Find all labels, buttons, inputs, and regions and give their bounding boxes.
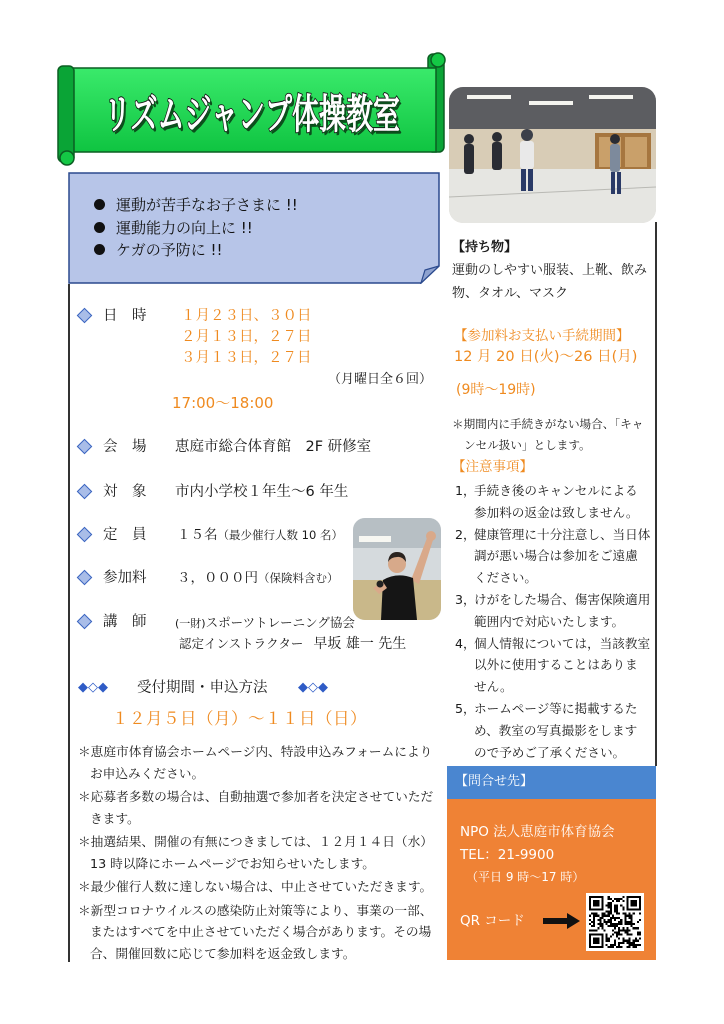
contact-tel: TEL：21-9900 xyxy=(460,847,555,863)
diamond-icon xyxy=(77,527,93,543)
note-line: きます。 xyxy=(90,810,140,826)
caution-line: め、教室の写真撮影をします xyxy=(474,722,638,738)
title-banner xyxy=(56,50,448,168)
capacity-note: （最少催行人数 10 名） xyxy=(217,528,343,542)
belongings-line: 物、タオル、マスク xyxy=(452,286,568,301)
caution-number: 4， xyxy=(455,635,476,651)
caution-line: せん。 xyxy=(474,679,513,695)
caution-line: 参加料の返金は致しません。 xyxy=(474,504,639,520)
payment-hours: (9時～19時) xyxy=(456,382,536,398)
belongings-header: 【持ち物】 xyxy=(452,240,518,255)
capacity-number: １５名 xyxy=(177,527,218,543)
instructor-org-prefix: (一財) xyxy=(175,617,206,630)
section-marks-left: ◆◇◆ xyxy=(78,680,108,695)
diamond-icon xyxy=(77,484,93,500)
caution-item xyxy=(455,589,655,633)
diamond-icon xyxy=(77,308,93,324)
target-label: 対 象 xyxy=(103,484,147,500)
page-title: リズムジャンプ体操教室 xyxy=(104,91,400,138)
caution-number: 3， xyxy=(455,591,476,607)
venue-label: 会 場 xyxy=(103,439,147,455)
note-line: またはすべてを中止させていただく場合があります。その場 xyxy=(90,924,432,939)
caution-line: 以外に使用することはありま xyxy=(474,657,638,673)
instructor-name: 早坂 雄一 先生 xyxy=(313,636,407,652)
session-time: 17:00～18:00 xyxy=(172,394,274,412)
payment-note-line: ンセル扱い」とします。 xyxy=(464,438,591,452)
right-arrow-icon xyxy=(543,913,581,929)
right-column-rule xyxy=(655,222,657,766)
payment-period: 12 月 20 日(火)～26 日(月) xyxy=(454,349,638,365)
instructor-title: 認定インストラクター xyxy=(179,636,304,651)
highlight-item: 運動能力の向上に !! xyxy=(116,219,253,237)
note-item xyxy=(78,741,440,784)
fee-value xyxy=(177,568,339,588)
application-period: １２月５日（月）～１１日（日） xyxy=(112,709,367,728)
note-line: ＊新型コロナウイルスの感染防止対策等により、事業の一部、 xyxy=(78,902,433,918)
note-line: ＊抽選結果、開催の有無につきましては、１２月１４日（水） xyxy=(78,834,433,849)
instructor-label: 講 師 xyxy=(103,614,147,630)
capacity-value xyxy=(177,525,343,545)
note-item xyxy=(78,876,440,898)
payment-header: 【参加料お支払い手続期間】 xyxy=(454,328,630,344)
instructor-photo xyxy=(353,518,441,620)
caution-item xyxy=(455,698,655,763)
session-date: １月２３日、３０日 xyxy=(181,308,312,324)
section-marks-right: ◆◇◆ xyxy=(298,680,328,695)
venue-value: 恵庭市総合体育館 2F 研修室 xyxy=(175,439,372,455)
target-value: 市内小学校１年生～6 年生 xyxy=(175,484,349,500)
caution-line: ホームページ等に掲載するた xyxy=(474,700,638,716)
caution-line: 個人情報については，当該教室 xyxy=(474,635,651,651)
session-date: ２月１３日，２７日 xyxy=(181,329,312,345)
weekday-note: （月曜日全６回） xyxy=(327,372,432,387)
note-item xyxy=(78,786,440,829)
bullet-icon xyxy=(94,199,105,210)
caution-number: 2， xyxy=(455,526,476,542)
gym-photo xyxy=(449,87,656,223)
session-date: ３月１３日，２７日 xyxy=(181,350,312,366)
note-line: ＊恵庭市体育協会ホームページ内、特設申込みフォームにより xyxy=(78,744,433,759)
contact-org: NPO 法人恵庭市体育協会 xyxy=(460,824,615,840)
note-item xyxy=(78,831,440,874)
capacity-label: 定 員 xyxy=(103,527,147,543)
caution-line: けがをした場合、傷害保険適用 xyxy=(474,591,651,607)
caution-line: ので予めご了承ください。 xyxy=(474,744,626,760)
note-item xyxy=(78,900,440,965)
diamond-icon xyxy=(77,570,93,586)
caution-line: 範囲内で対応いたします。 xyxy=(474,613,625,629)
session-dates xyxy=(181,306,312,369)
application-header: 受付期間・申込方法 xyxy=(137,680,268,696)
cautions-list xyxy=(455,480,655,763)
note-line: ＊応募者多数の場合は、自動抽選で参加者を決定させていただ xyxy=(78,789,434,804)
cautions-header: 【注意事項】 xyxy=(452,459,533,475)
instructor-org-name: スポーツトレーニング協会 xyxy=(205,615,355,630)
left-column-rule xyxy=(68,284,70,962)
note-line: 13 時以降にホームページでお知らせいたします。 xyxy=(90,855,375,871)
caution-item xyxy=(455,480,655,524)
bullet-icon xyxy=(94,244,105,255)
contact-hours: （平日 9 時～17 時） xyxy=(466,870,585,884)
caution-number: 5， xyxy=(455,700,476,716)
qr-code xyxy=(586,893,644,951)
note-line: お申込みください。 xyxy=(90,765,205,781)
belongings-line: 運動のしやすい服装、上靴、飲み xyxy=(452,263,648,278)
note-line: 合、開催回数に応じて参加料を返金致します。 xyxy=(90,945,356,961)
qr-label: QR コード xyxy=(460,913,525,929)
note-line: ＊最少催行人数に達しない場合は、中止させていただきます。 xyxy=(78,879,433,894)
caution-item xyxy=(455,524,655,589)
datetime-label: 日 時 xyxy=(103,308,147,324)
caution-line: 調が悪い場合は参加をご遠慮 xyxy=(474,548,638,564)
highlight-item: 運動が苦手なお子さまに !! xyxy=(116,196,298,214)
fee-label: 参加料 xyxy=(103,570,147,586)
application-notes xyxy=(78,741,440,966)
diamond-icon xyxy=(77,614,93,630)
highlight-item: ケガの予防に !! xyxy=(116,241,223,259)
caution-number: 1， xyxy=(455,483,476,498)
instructor-credit xyxy=(179,633,406,654)
fee-note: （保険料含む） xyxy=(258,571,339,585)
caution-item xyxy=(455,633,655,698)
bullet-icon xyxy=(94,222,105,233)
contact-header: 【問合せ先】 xyxy=(455,774,534,789)
contact-header-bar xyxy=(447,766,656,799)
caution-line: 手続き後のキャンセルによる xyxy=(474,483,638,498)
payment-note-line: ＊期間内に手続きがない場合、「キャ xyxy=(452,417,644,431)
caution-line: 健康管理に十分注意し、当日体 xyxy=(474,526,651,542)
caution-line: ください。 xyxy=(474,570,537,586)
instructor-org xyxy=(175,612,355,634)
fee-amount: ３，０００円 xyxy=(177,570,258,586)
diamond-icon xyxy=(77,439,93,455)
